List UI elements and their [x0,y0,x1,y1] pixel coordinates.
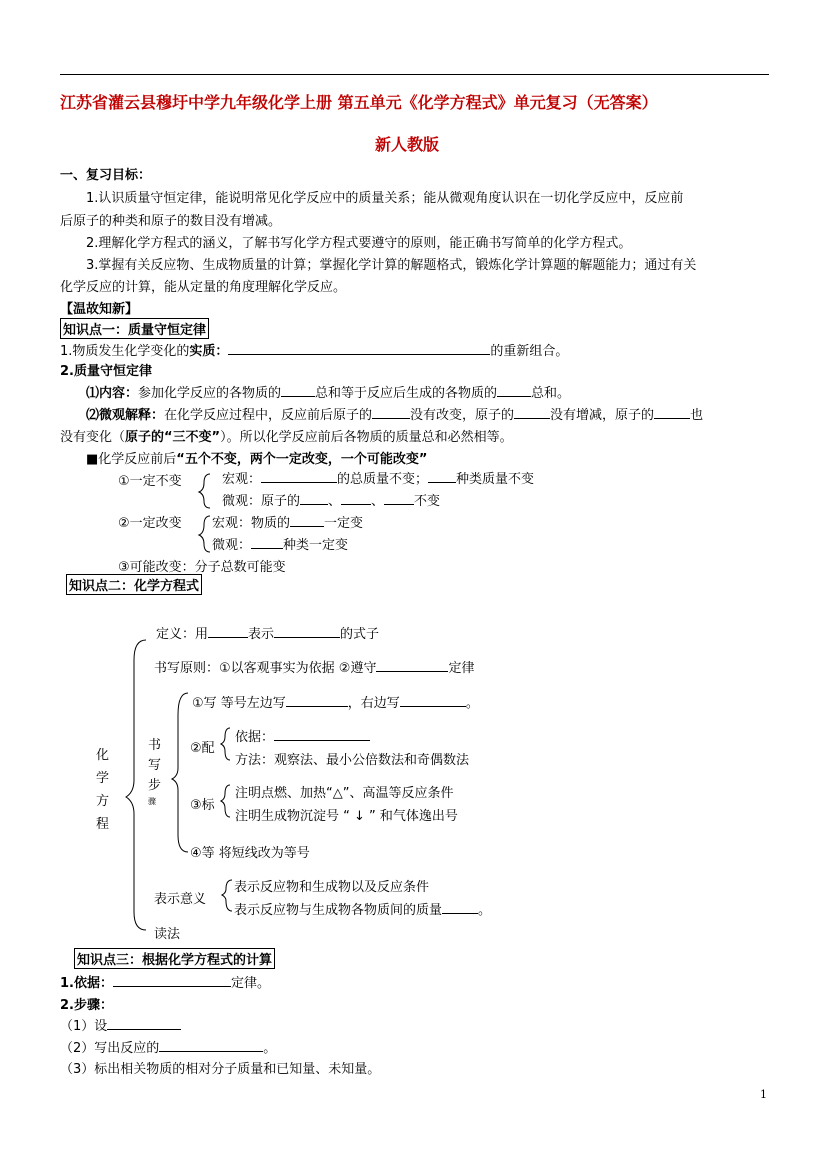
text: 。 [263,1041,277,1056]
kp1-q2-micro-label: ⑵微观解释： [86,408,165,423]
text: 的总质量不变； [337,472,429,487]
text: ）。所以化学反应前后各物质的质量总和必然相等。 [220,430,513,445]
text: 宏观：物质的 [212,516,291,531]
text: 没有变化（ [60,430,126,445]
kp2-step3-label: ③标 [190,798,215,813]
text: 宏观： [222,472,262,487]
kp1-q2-content-label: ⑴内容： [86,386,139,401]
text: 在化学反应过程中，反应前后原子的 [164,408,373,423]
brace-steps [172,693,188,852]
text: ■化学反应前后 [86,452,177,467]
text: 微观：原子的 [222,494,301,509]
document-title-line1: 江苏省灌云县穆圩中学九年级化学上册 第五单元《化学方程式》单元复习（无答案） [60,93,658,112]
text: ，右边写 [347,696,400,711]
objective-1b: 后原子的种类和原子的数目没有增减。 [60,214,282,229]
brace-step2 [221,728,230,760]
kp2-meaning-label: 表示意义 [154,892,207,907]
kp3-title: 知识点三：根据化学方程式的计算 [74,948,275,969]
document-title-line2: 新人教版 [375,135,440,154]
kp2-step2-method: 方法：观察法、最小公倍数法和奇偶数法 [235,753,470,768]
brace-meaning [222,880,232,911]
text: 总和。 [531,386,571,401]
char: 学 [96,771,110,786]
kp3-step3: （3）标出相关物质的相对分子质量和已知量、未知量。 [60,1062,381,1077]
objective-3b: 化学反应的计算，能从定量的角度理解化学反应。 [60,280,347,295]
kp1-q1-suffix: 的重新组合。 [490,344,569,359]
page-number: 1 [760,1088,767,1101]
char: 程 [96,817,110,832]
kp2-step3-b: 注明生成物沉淀号 “ ↓ ” 和气体逸出号 [235,809,458,824]
char: 骤 [148,797,156,806]
text: 没有增减，原子的 [550,408,655,423]
review-heading: 【温故知新】 [60,302,139,317]
text: （2）写出反应的 [60,1041,160,1056]
text: 。 [478,903,492,918]
text: 表示反应物与生成物各物质间的质量 [234,903,443,918]
char: 书 [148,738,162,753]
text: 种类质量不变 [456,472,535,487]
brace-step3 [221,785,230,817]
label: 1.依据： [60,976,113,991]
kp2-step2-label: ②配 [190,741,215,756]
brace-c2 [199,516,210,552]
kp1-title: 知识点一：质量守恒定律 [60,318,209,339]
kp3-steps-label: 2.步骤： [60,998,113,1013]
text: 一定变 [324,516,364,531]
text: （1）设 [60,1019,108,1034]
three-unchanged: 原子的“三不变” [125,430,221,445]
kp2-title: 知识点二：化学方程式 [66,574,202,595]
kp1-c1-label: ①一定不变 [118,474,182,489]
brace-root [126,640,146,930]
objective-3a: 3.掌握有关反应物、生成物质量的计算；掌握化学计算的解题格式，锻炼化学计算题的解题能力；通过有关 [86,258,697,273]
char: 写 [148,758,162,773]
kp1-q1-bold: 实质： [189,344,229,359]
kp2-step4: ④等 将短线改为等号 [190,846,310,861]
char: 化 [96,748,110,763]
kp1-c2-label: ②一定改变 [118,516,182,531]
kp2-reading: 读法 [154,927,181,942]
text: 表示 [248,627,275,642]
char: 方 [96,794,110,809]
text: 定律。 [230,976,270,991]
brace-c1 [199,474,210,508]
text: 不变 [414,494,441,509]
text: 微观： [212,538,252,553]
text: 定义：用 [156,627,209,642]
text: 定律 [448,661,475,676]
text: 、 [328,494,342,509]
text: 参加化学反应的各物质的 [138,386,282,401]
text: 的式子 [340,627,380,642]
text: 也 [690,408,704,423]
kp1-q1-prefix: 1.物质发生化学变化的 [60,344,190,359]
text: 依据： [235,730,275,745]
text: 种类一定变 [283,538,349,553]
text: 总和等于反应后生成的各物质的 [315,386,498,401]
objective-1a: 1.认识质量守恒定律，能说明常见化学反应中的质量关系；能从微观角度认识在一切化学反应中，反应前 [86,191,684,206]
kp2-meaning-a: 表示反应物和生成物以及反应条件 [234,880,430,895]
kp1-q2-heading: 2.质量守恒定律 [60,364,152,379]
kp2-step3-a: 注明点燃、加热“△”、高温等反应条件 [235,786,454,801]
text: 书写原则：①以客观事实为依据 ②遵守 [154,661,377,676]
text: 、 [371,494,385,509]
text: ①写 等号左边写 [192,696,286,711]
char: 步 [148,778,162,793]
objective-2: 2.理解化学方程式的涵义，了解书写化学方程式要遵守的原则，能正确书写简单的化学方程式。 [86,236,632,251]
summary-quote: “五个不变，两个一定改变，一个可能改变” [176,452,428,467]
kp1-c3: ③可能改变：分子总数可能变 [118,560,286,575]
section-heading-objectives: 一、复习目标： [60,168,152,183]
text: 。 [465,696,479,711]
text: 没有改变，原子的 [410,408,515,423]
